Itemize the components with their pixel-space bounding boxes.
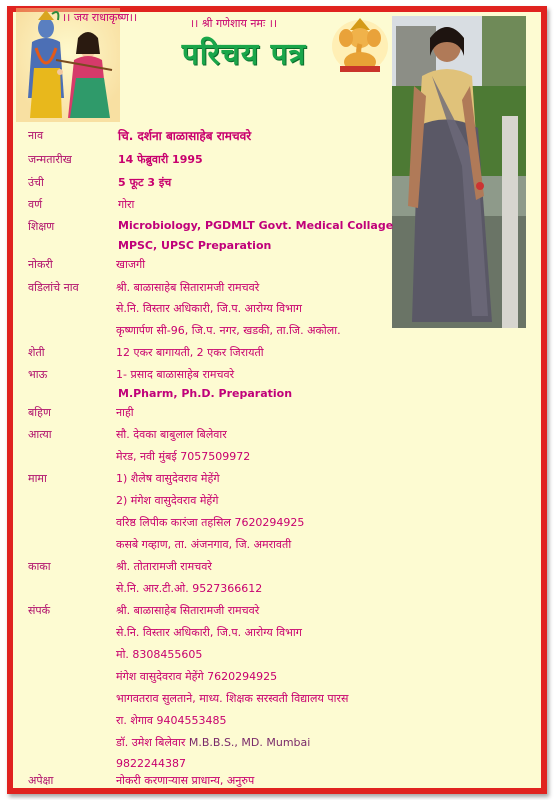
aunt-value-2: मेरड, नवी मुंबई 7057509972 bbox=[116, 450, 251, 463]
job-label: नोकरी bbox=[28, 258, 53, 271]
father-value-1: श्री. बाळासाहेब सितारामजी रामचवरे bbox=[116, 281, 260, 294]
ganesh-image bbox=[330, 16, 390, 74]
brother-value-2: M.Pharm, Ph.D. Preparation bbox=[118, 387, 293, 400]
complexion-label: वर्ण bbox=[28, 198, 43, 211]
brother-value-1: 1- प्रसाद बाळासाहेब रामचवरे bbox=[116, 368, 235, 381]
complexion-value: गोरा bbox=[118, 198, 135, 211]
contact-value-7-degree: M.B.B.S., MD. Mumbai bbox=[185, 736, 311, 749]
contact-value-7 bbox=[116, 735, 310, 750]
father-label: वडिलांचे नाव bbox=[28, 281, 79, 294]
maternal-uncle-label: मामा bbox=[28, 472, 47, 485]
height-value: 5 फूट 3 इंच bbox=[118, 176, 172, 189]
expectation-label: अपेक्षा bbox=[28, 774, 54, 787]
left-invocation: ।। जय राधाकृष्ण।। bbox=[62, 11, 138, 24]
dob-value: 14 फेब्रुवारी 1995 bbox=[118, 153, 203, 166]
brother-label: भाऊ bbox=[28, 368, 48, 381]
contact-value-8: 9822244387 bbox=[116, 757, 186, 770]
page-title: परिचय पत्र bbox=[181, 37, 307, 72]
paternal-uncle-label: काका bbox=[28, 560, 51, 573]
maternal-uncle-value-3: वरिष्ठ लिपीक कारंजा तहसिल 7620294925 bbox=[116, 516, 305, 529]
height-label: उंची bbox=[28, 176, 44, 189]
contact-value-4: मंगेश वासुदेवराव मेहेंगे 7620294925 bbox=[116, 670, 278, 683]
father-value-3: कृष्णार्पण सी-96, जि.प. नगर, खडकी, ता.जि. अकोला. bbox=[116, 324, 341, 337]
name-value: चि. दर्शना बाळासाहेब रामचवरे bbox=[118, 129, 252, 143]
job-value: खाजगी bbox=[116, 258, 146, 271]
sister-value: नाही bbox=[116, 406, 134, 419]
paternal-uncle-value-1: श्री. तोतारामजी रामचवरे bbox=[116, 560, 212, 573]
contact-label: संपर्क bbox=[28, 604, 51, 617]
education-label: शिक्षण bbox=[28, 220, 55, 233]
dob-label: जन्मतारीख bbox=[28, 153, 72, 166]
center-invocation: ।। श्री गणेशाय नमः ।। bbox=[190, 17, 278, 30]
maternal-uncle-value-2: 2) मंगेश वासुदेवराव मेहेंगे bbox=[116, 494, 219, 507]
maternal-uncle-value-4: कसबे गव्हाण, ता. अंजनगाव, जि. अमरावती bbox=[116, 538, 292, 551]
contact-value-1: श्री. बाळासाहेब सितारामजी रामचवरे bbox=[116, 604, 260, 617]
sister-label: बहिण bbox=[28, 406, 51, 419]
paternal-uncle-value-2: से.नि. आर.टी.ओ. 9527366612 bbox=[116, 582, 263, 595]
education-value-1: Microbiology, PGDMLT Govt. Medical Collage bbox=[118, 219, 394, 232]
name-label: नाव bbox=[28, 129, 44, 142]
contact-value-7-name: डॉ. उमेश बिलेवार bbox=[116, 736, 186, 749]
maternal-uncle-value-1: 1) शैलेष वासुदेवराव मेहेंगे bbox=[116, 472, 220, 485]
expectation-value: नोकरी करणाऱ्यास प्राधान्य, अनुरुप bbox=[116, 774, 255, 787]
education-value-2: MPSC, UPSC Preparation bbox=[118, 239, 272, 252]
profile-photo bbox=[392, 16, 526, 328]
contact-value-3: मो. 8308455605 bbox=[116, 648, 203, 661]
farm-value: 12 एकर बागायती, 2 एकर जिरायती bbox=[116, 346, 264, 359]
aunt-label: आत्या bbox=[28, 428, 52, 441]
aunt-value-1: सौ. देवका बाबुलाल बिलेवार bbox=[116, 428, 227, 441]
farm-label: शेती bbox=[28, 346, 45, 359]
father-value-2: से.नि. विस्तार अधिकारी, जि.प. आरोग्य विभाग bbox=[116, 302, 302, 315]
radha-krishna-image bbox=[16, 8, 120, 122]
contact-value-2: से.नि. विस्तार अधिकारी, जि.प. आरोग्य विभाग bbox=[116, 626, 302, 639]
contact-value-6: रा. शेगाव 9404553485 bbox=[116, 714, 227, 727]
contact-value-5: भागवतराव सुलताने, माध्य. शिक्षक सरस्वती विद्यालय पारस bbox=[116, 692, 349, 705]
